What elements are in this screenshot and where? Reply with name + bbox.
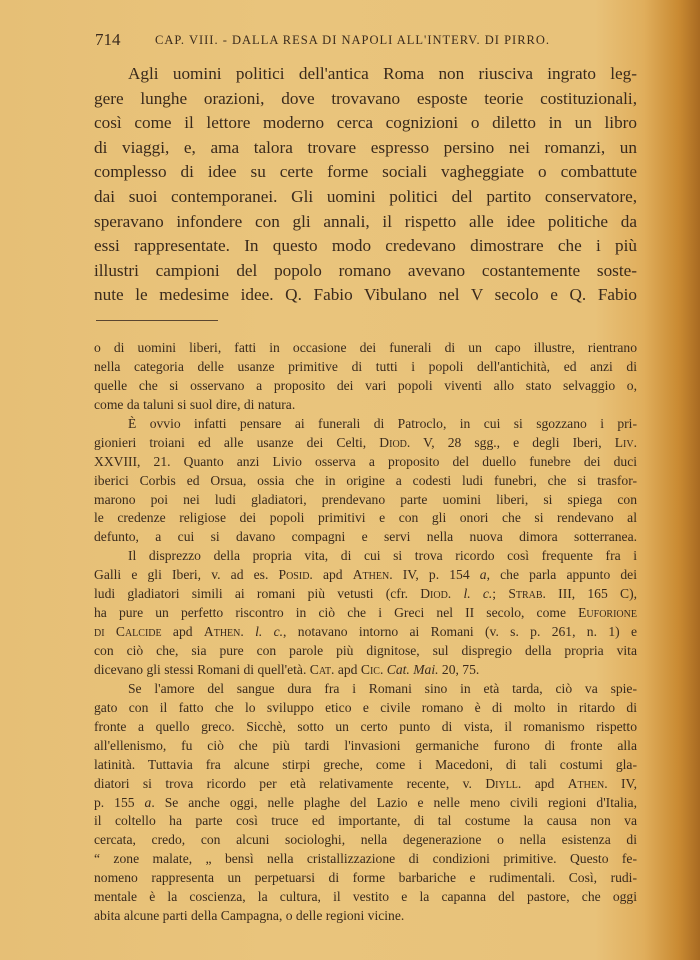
text-run: mentale è la coscienza, la cultura, il vestito e la capanna del pastore, che oggi xyxy=(94,889,637,905)
citation-abbrev: Athen. xyxy=(352,567,393,583)
text-run: Se l'amore del sangue dura fra i Romani sino in età tarda, ciò va spie- xyxy=(128,680,637,696)
footnote-line xyxy=(94,737,637,756)
citation-abbrev: di Calcide xyxy=(94,624,162,640)
text-run: apd xyxy=(334,661,361,677)
footnote-text xyxy=(94,339,637,926)
text-run xyxy=(451,586,463,601)
body-line: così come il lettore moderno cerca cognizioni o diletto in un libro xyxy=(94,113,637,133)
footnote-line xyxy=(94,907,637,926)
text-run: abita alcune parti della Campagna, o delle regioni vicine. xyxy=(94,908,405,924)
footnote-line xyxy=(94,623,637,642)
footnote-line xyxy=(94,850,637,869)
citation-abbrev: Diyll. xyxy=(485,775,522,791)
text-run: apd xyxy=(161,624,204,640)
text-run: con ciò che, sia pure con parole più dignitose, sul dispregio della propria vita xyxy=(94,643,637,658)
citation-abbrev: Posid. xyxy=(278,567,313,583)
citation-abbrev: Cat. xyxy=(309,661,335,677)
footnote-line xyxy=(94,491,637,510)
text-run: Galli e gli Iberi, v. ad es. xyxy=(94,567,279,583)
text-run: le credenze religiose dei popoli primitivi e con gli onori che si rendevano al xyxy=(94,510,637,526)
body-line: complesso di idee su certe forme sociali vagheggiate o combattute xyxy=(94,162,637,182)
text-run: IV, xyxy=(607,775,637,791)
footnote-line xyxy=(94,566,637,585)
text-run: cercata, credo, con alcuni sociologhi, nella degenerazione o nella esistenza di xyxy=(94,832,637,848)
running-title: CAP. VIII. - DALLA RESA DI NAPOLI ALL'INTERV. DI PIRRO. xyxy=(155,33,551,47)
footnote-line xyxy=(94,604,637,623)
body-line: illustri campioni del popolo romano avevano costantemente soste- xyxy=(94,260,637,280)
text-run: “ zone malate, „ bensì nella cristallizzazione di condizioni primitive. Questo fe- xyxy=(94,851,637,867)
text-run: Il disprezzo della propria vita, di cui si trova ricordo così frequente fra i xyxy=(128,548,637,564)
text-run: quelle che si osservano a proposito dei vari popoli viventi allo stato selvaggio o, xyxy=(94,377,637,393)
footnote-line xyxy=(94,585,637,604)
text-run: È ovvio infatti pensare ai funerali di Patroclo, in cui si sgozzano i pri- xyxy=(128,415,637,431)
footnote-line xyxy=(94,888,637,907)
citation-abbrev: Cic. xyxy=(360,661,384,677)
text-run: gionieri troiani ed alle usanze dei Celti, xyxy=(94,434,380,450)
text-run: . Se anche oggi, nelle plaghe del Lazio e nelle meno civili regioni d'Italia, xyxy=(151,794,637,810)
footnote-line xyxy=(94,756,637,775)
text-run: nomeno rappresenta un perpetuarsi di forme barbariche e rudimentali. Così, rudi- xyxy=(94,870,637,886)
text-run: ludi gladiatori simili ai romani più vetusti (cfr. xyxy=(94,586,421,602)
text-run: iberici Corbis ed Orsua, ossia che in origine a codesti ludi funebri, che si trasfor- xyxy=(94,472,637,488)
text-run: 20, 75. xyxy=(438,661,480,677)
footnote-line xyxy=(94,547,637,566)
citation-abbrev: Diod. xyxy=(420,586,452,602)
footnote-line xyxy=(94,509,637,528)
body-line: di viaggi, e, ama talora trovare espresso persino nei romanzi, un xyxy=(94,137,637,157)
text-run: p. 155 xyxy=(94,794,145,810)
italic-text: l. c. xyxy=(463,586,493,602)
footnote-line xyxy=(94,453,637,472)
footnote-separator xyxy=(96,320,218,321)
footnote-line xyxy=(94,869,637,888)
text-run: III, 165 C), xyxy=(545,586,637,602)
body-line: Agli uomini politici dell'antica Roma non riusciva ingrato leg- xyxy=(128,64,637,83)
text-run: o di uomini liberi, fatti in occasione dei funerali di un capo illustre, rientrano xyxy=(94,340,637,355)
text-run: come da taluni si suol dire, di natura. xyxy=(94,396,296,412)
italic-text: Cat. Mai. xyxy=(386,661,439,677)
text-run: , che parla appunto dei xyxy=(486,567,637,583)
text-run: gato con il fatto che lo sviluppo etico e civile romano è di molto in ritardo di xyxy=(94,699,637,715)
footnote-line xyxy=(94,642,637,661)
text-run: apd xyxy=(312,567,353,583)
citation-abbrev: Athen. xyxy=(203,624,244,640)
text-run: ha pure un perfetto riscontro in ciò che i Greci nel II secolo, come xyxy=(94,605,579,621)
citation-abbrev: Liv. xyxy=(614,434,637,450)
page-header xyxy=(95,30,640,50)
body-line: dai suoi contemporanei. Gli uomini politici del partito conservatore, xyxy=(94,186,637,206)
text-run: il coltello ha parte così truce ed importante, di tal costume la causa non va xyxy=(94,813,637,829)
citation-abbrev: Euforione xyxy=(578,605,637,621)
footnote-line xyxy=(94,472,637,491)
footnote-line xyxy=(94,661,637,680)
text-run: XXVIII, 21. Quanto anzi Livio osserva a proposito del duello funebre dei duci xyxy=(94,453,637,469)
body-line: nute le medesime idee. Q. Fabio Vibulano nel V secolo e Q. Fabio xyxy=(94,285,637,305)
italic-text: a xyxy=(144,794,152,810)
page-number: 714 xyxy=(95,30,121,49)
text-run: dicevano gli stessi Romani di quell'età. xyxy=(94,661,310,677)
footnote-line xyxy=(94,718,637,737)
footnote-line xyxy=(94,699,637,718)
text-run: marono poi nei ludi gladiatori, prendevano parte uomini liberi, si spiega con xyxy=(94,491,637,507)
citation-abbrev: Strab. xyxy=(508,586,546,602)
footnote-line xyxy=(94,415,637,434)
italic-text: l. c. xyxy=(255,624,284,640)
text-run: apd xyxy=(521,775,568,791)
text-run: , notavano intorno ai Romani (v. s. p. 261, n. 1) e xyxy=(283,624,637,640)
body-text xyxy=(94,62,637,308)
citation-abbrev: Athen. xyxy=(567,775,608,791)
text-run: nella categoria delle usanze primitive di tutti i popoli dell'antichità, ed anzi di xyxy=(94,358,637,374)
text-run xyxy=(244,624,255,639)
footnote-line xyxy=(94,812,637,831)
footnote-line xyxy=(94,680,637,699)
body-line: gere lunghe orazioni, dove trovavano esposte teorie costituzionali, xyxy=(94,88,637,108)
text-run: latinità. Tuttavia fra alcune stirpi greche, come i Macedoni, di tali costumi gla- xyxy=(94,756,637,772)
text-run: IV, p. 154 xyxy=(392,567,480,583)
text-run: defunto, a cui si davano compagni e servi nella nuova dimora sotterranea. xyxy=(94,529,637,545)
footnote-line xyxy=(94,377,637,396)
footnote-line xyxy=(94,775,637,794)
citation-abbrev: Diod. xyxy=(379,434,411,450)
footnote-line xyxy=(94,434,637,453)
text-run: diatori si trova ricordo per età relativamente recente, v. xyxy=(94,775,486,791)
footnote-line xyxy=(94,794,637,813)
text-run: V, 28 sgg., e degli Iberi, xyxy=(410,434,615,450)
footnote-line xyxy=(94,339,637,358)
footnote-line xyxy=(94,396,637,415)
text-run: fronte a quello greco. Sicchè, sotto un certo punto di vista, il romanismo rispetto xyxy=(94,718,637,734)
text-run: all'ellenismo, fu ciò che più tardi l'invasioni germaniche furono di fronte alla xyxy=(94,737,637,753)
footnote-line xyxy=(94,528,637,547)
body-line: essi rappresentate. In questo modo credevano dimostrare che i più xyxy=(94,236,637,256)
italic-text: a xyxy=(479,567,487,583)
footnote-line xyxy=(94,831,637,850)
body-line: speravano infondere con gli annali, il rispetto alle idee politiche da xyxy=(94,211,637,231)
text-run: ; xyxy=(492,586,509,602)
footnote-line xyxy=(94,358,637,377)
